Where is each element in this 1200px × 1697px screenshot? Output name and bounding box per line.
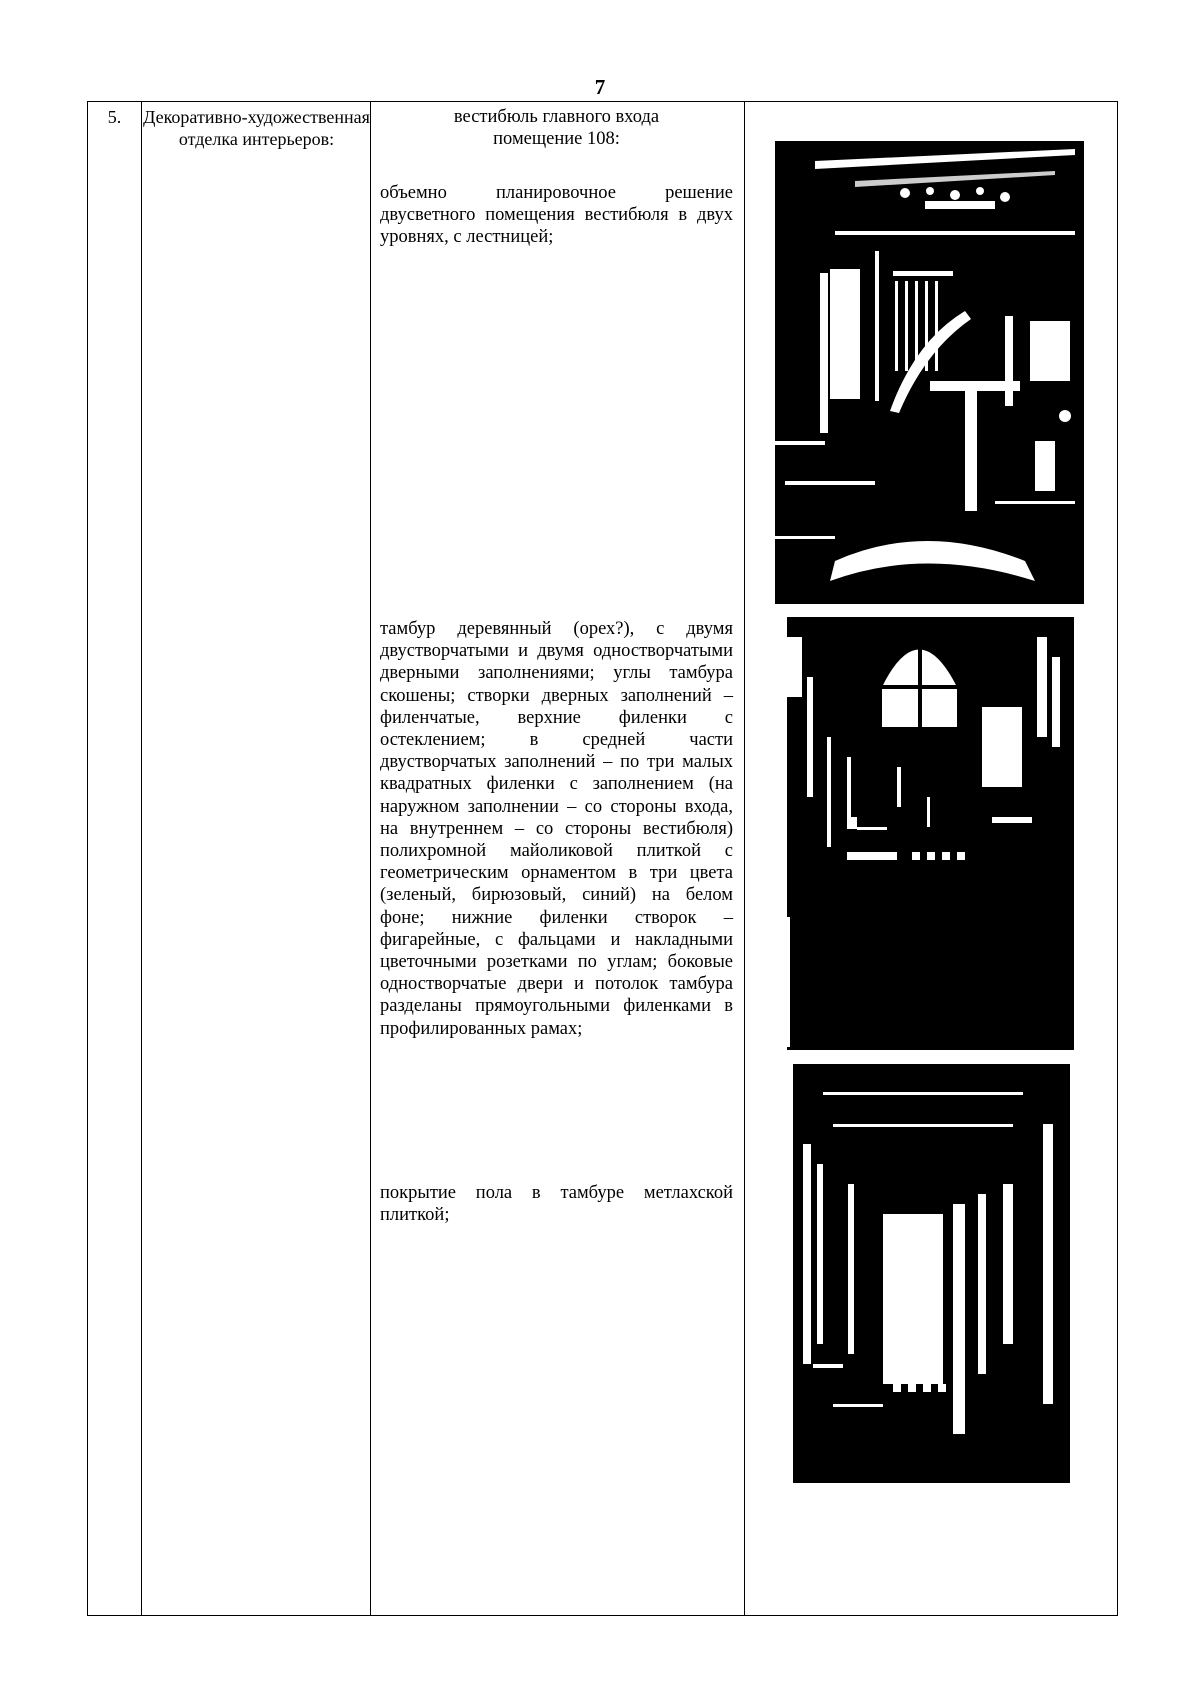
interior-photo: [793, 1064, 1070, 1483]
description-paragraph-3: покрытие пола в тамбуре метлахской плиткой;: [380, 1183, 733, 1226]
column-divider: [744, 102, 745, 1615]
description-paragraph-2: тамбур деревянный (орех?), с двумя двустворчатыми и двумя одностворчатыми дверными заполнениями; углы тамбура скошены; створки дверных заполнений – филенчатые, верхние филенки с остеклением; в средней части двустворчатых заполнений – по три малых квадратных филенки с заполнением (на наружном заполнении – со стороны входа, на внутреннем – со стороны вестибюля) полихромной майоликовой плиткой с геометрическим орнаментом в три цвета (зеленый, бирюзовый, синий) на белом фоне; нижние филенки створок – фигарейные, с фальцами и накладными цветочными розетками по углам; боковые одностворчатые двери и потолок тамбура разделаны прямоугольными филенками в профилированных рамах;: [380, 619, 733, 1039]
door-photo: [787, 617, 1074, 1050]
subject-name: Декоративно-художественная отделка интерьеров:: [143, 107, 370, 149]
column-divider: [370, 102, 371, 1615]
room-heading-line2: помещение 108:: [493, 129, 620, 150]
column-divider: [141, 102, 142, 1615]
page-number: 7: [594, 75, 606, 99]
row-number: 5.: [107, 107, 122, 127]
room-heading-line1: вестибюль главного входа: [453, 107, 660, 127]
description-paragraph-1: объемно планировочное решение двусветного помещения вестибюля в двух уровнях, с лестницей;: [380, 183, 733, 248]
room-heading: [380, 106, 733, 150]
vestibule-photo: [775, 141, 1084, 604]
